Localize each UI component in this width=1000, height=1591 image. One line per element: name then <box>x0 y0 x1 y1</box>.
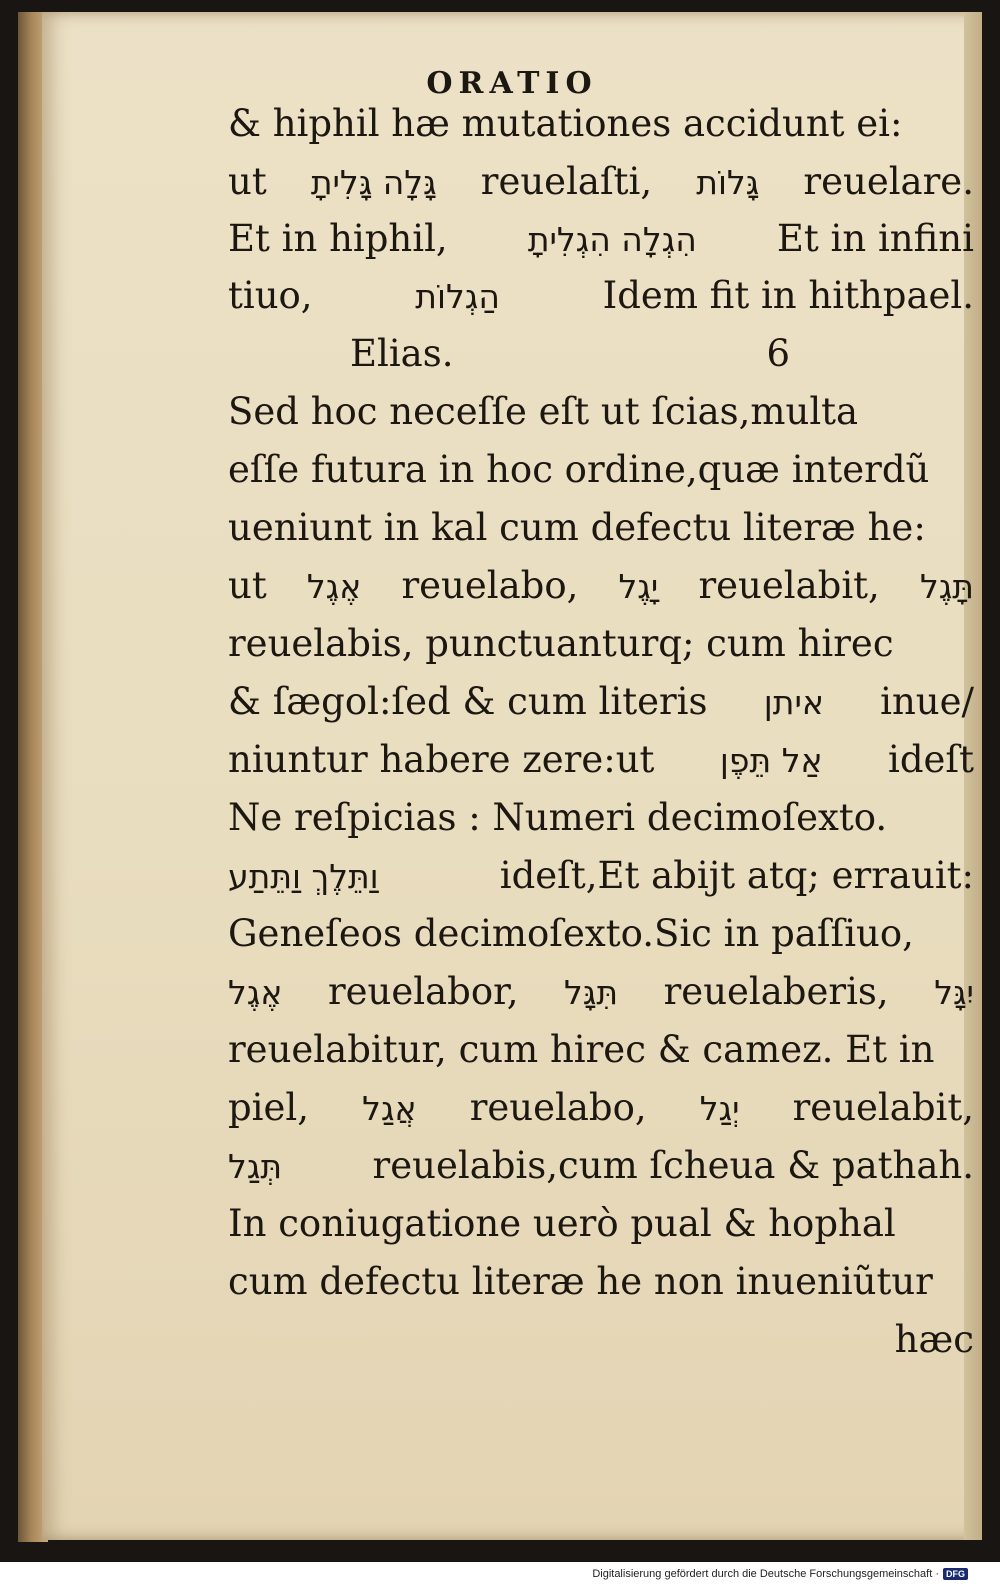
text-line <box>228 274 974 317</box>
text-line <box>228 738 974 781</box>
latin-text: ueniunt in kal cum defectu literæ he: <box>228 506 926 549</box>
latin-text: reuelabor, <box>327 970 519 1013</box>
latin-text: hæc <box>894 1318 974 1361</box>
text-line <box>228 680 974 723</box>
latin-text: piel, <box>228 1086 310 1129</box>
latin-text: Et in infini <box>776 217 974 260</box>
hebrew-word: הִגְלָה הִגְלִיתָ <box>527 220 697 259</box>
hebrew-word: אֶגֶל <box>306 567 362 606</box>
text-line <box>228 217 974 260</box>
text-line <box>228 448 974 491</box>
text-line <box>350 332 790 375</box>
latin-text: ut <box>228 160 267 203</box>
speaker-label: Elias. <box>350 332 454 375</box>
latin-text: reuelare. <box>803 160 974 203</box>
latin-text: reuelabis, punctuanturq; cum hirec <box>228 622 894 665</box>
latin-text: reuelabo, <box>469 1086 647 1129</box>
digitization-credit <box>592 1568 968 1580</box>
latin-text: reuelaſti, <box>480 160 653 203</box>
latin-text: & hiphil hæ mutationes accidunt ei: <box>228 102 903 145</box>
text-line <box>228 1086 974 1129</box>
latin-text: Geneſeos decimoſexto.Sic in paſſiuo, <box>228 912 914 955</box>
dfg-logo: DFG <box>943 1568 968 1580</box>
text-line <box>228 1260 974 1303</box>
latin-text: eſſe futura in hoc ordine,quæ interdũ <box>228 448 930 491</box>
credit-text: Digitalisierung gefördert durch die Deutsche Forschungsgemeinschaft · <box>592 1568 939 1580</box>
text-line <box>228 160 974 203</box>
text-line <box>228 102 974 145</box>
hebrew-word: יָגֶל <box>618 567 659 606</box>
text-line <box>228 1144 974 1187</box>
hebrew-word: יִגָּל <box>934 973 974 1012</box>
latin-text: reuelabo, <box>401 564 579 607</box>
text-line <box>228 622 974 665</box>
latin-text: In coniugatione uerò pual & hophal <box>228 1202 896 1245</box>
latin-text: inue/ <box>880 680 974 723</box>
hebrew-word: תְּגַל <box>228 1147 283 1186</box>
hebrew-word: גָּלָה גָּלִיתָ <box>310 163 437 202</box>
text-line <box>228 912 974 955</box>
hebrew-word: אֲגַל <box>362 1089 417 1128</box>
latin-text: reuelabit, <box>698 564 880 607</box>
text-line <box>228 1028 974 1071</box>
latin-text: reuelabis,cum ſcheua & pathah. <box>372 1144 974 1187</box>
text-line <box>228 390 974 433</box>
hebrew-word: גָּלוֹת <box>696 163 760 202</box>
book-page <box>42 12 982 1540</box>
text-line <box>228 1202 974 1245</box>
text-line <box>228 564 974 607</box>
latin-text: & ſægol:ſed & cum literis <box>228 680 708 723</box>
hebrew-word: הַגְלוֹת <box>415 277 500 316</box>
hebrew-word: אַל תֵּפֶן <box>719 741 823 780</box>
text-line <box>228 506 974 549</box>
text-line <box>228 854 974 897</box>
hebrew-word: יְגַל <box>699 1089 740 1128</box>
latin-text: reuelabitur, cum hirec & camez. Et in <box>228 1028 935 1071</box>
text-line <box>228 970 974 1013</box>
latin-text: ideſt,Et abijt atq; errauit: <box>499 854 974 897</box>
running-title: ORATIO <box>426 66 598 101</box>
text-line <box>228 1318 974 1361</box>
latin-text: tiuo, <box>228 274 313 317</box>
latin-text: Idem fit in hithpael. <box>602 274 974 317</box>
hebrew-word: אֶגֶל <box>228 973 283 1012</box>
hebrew-word: וַתֵּלֶךְ וַתֵּתַע <box>228 857 379 896</box>
latin-text: Et in hiphil, <box>228 217 448 260</box>
hebrew-word: תִּגָּל <box>564 973 619 1012</box>
hebrew-word: תָּגֶל <box>919 567 974 606</box>
latin-text: niuntur habere zere:ut <box>228 738 655 781</box>
latin-text: reuelabit, <box>792 1086 974 1129</box>
latin-text: Sed hoc neceſſe eſt ut ſcias,multa <box>228 390 859 433</box>
latin-text: ideſt <box>888 738 974 781</box>
page-signature: 6 <box>766 332 790 375</box>
text-line <box>228 796 974 839</box>
latin-text: cum defectu literæ he non inueniũtur <box>228 1260 933 1303</box>
latin-text: ut <box>228 564 267 607</box>
latin-text: Ne reſpicias : Numeri decimoſexto. <box>228 796 888 839</box>
latin-text: reuelaberis, <box>663 970 889 1013</box>
hebrew-word: איתן <box>763 683 824 722</box>
